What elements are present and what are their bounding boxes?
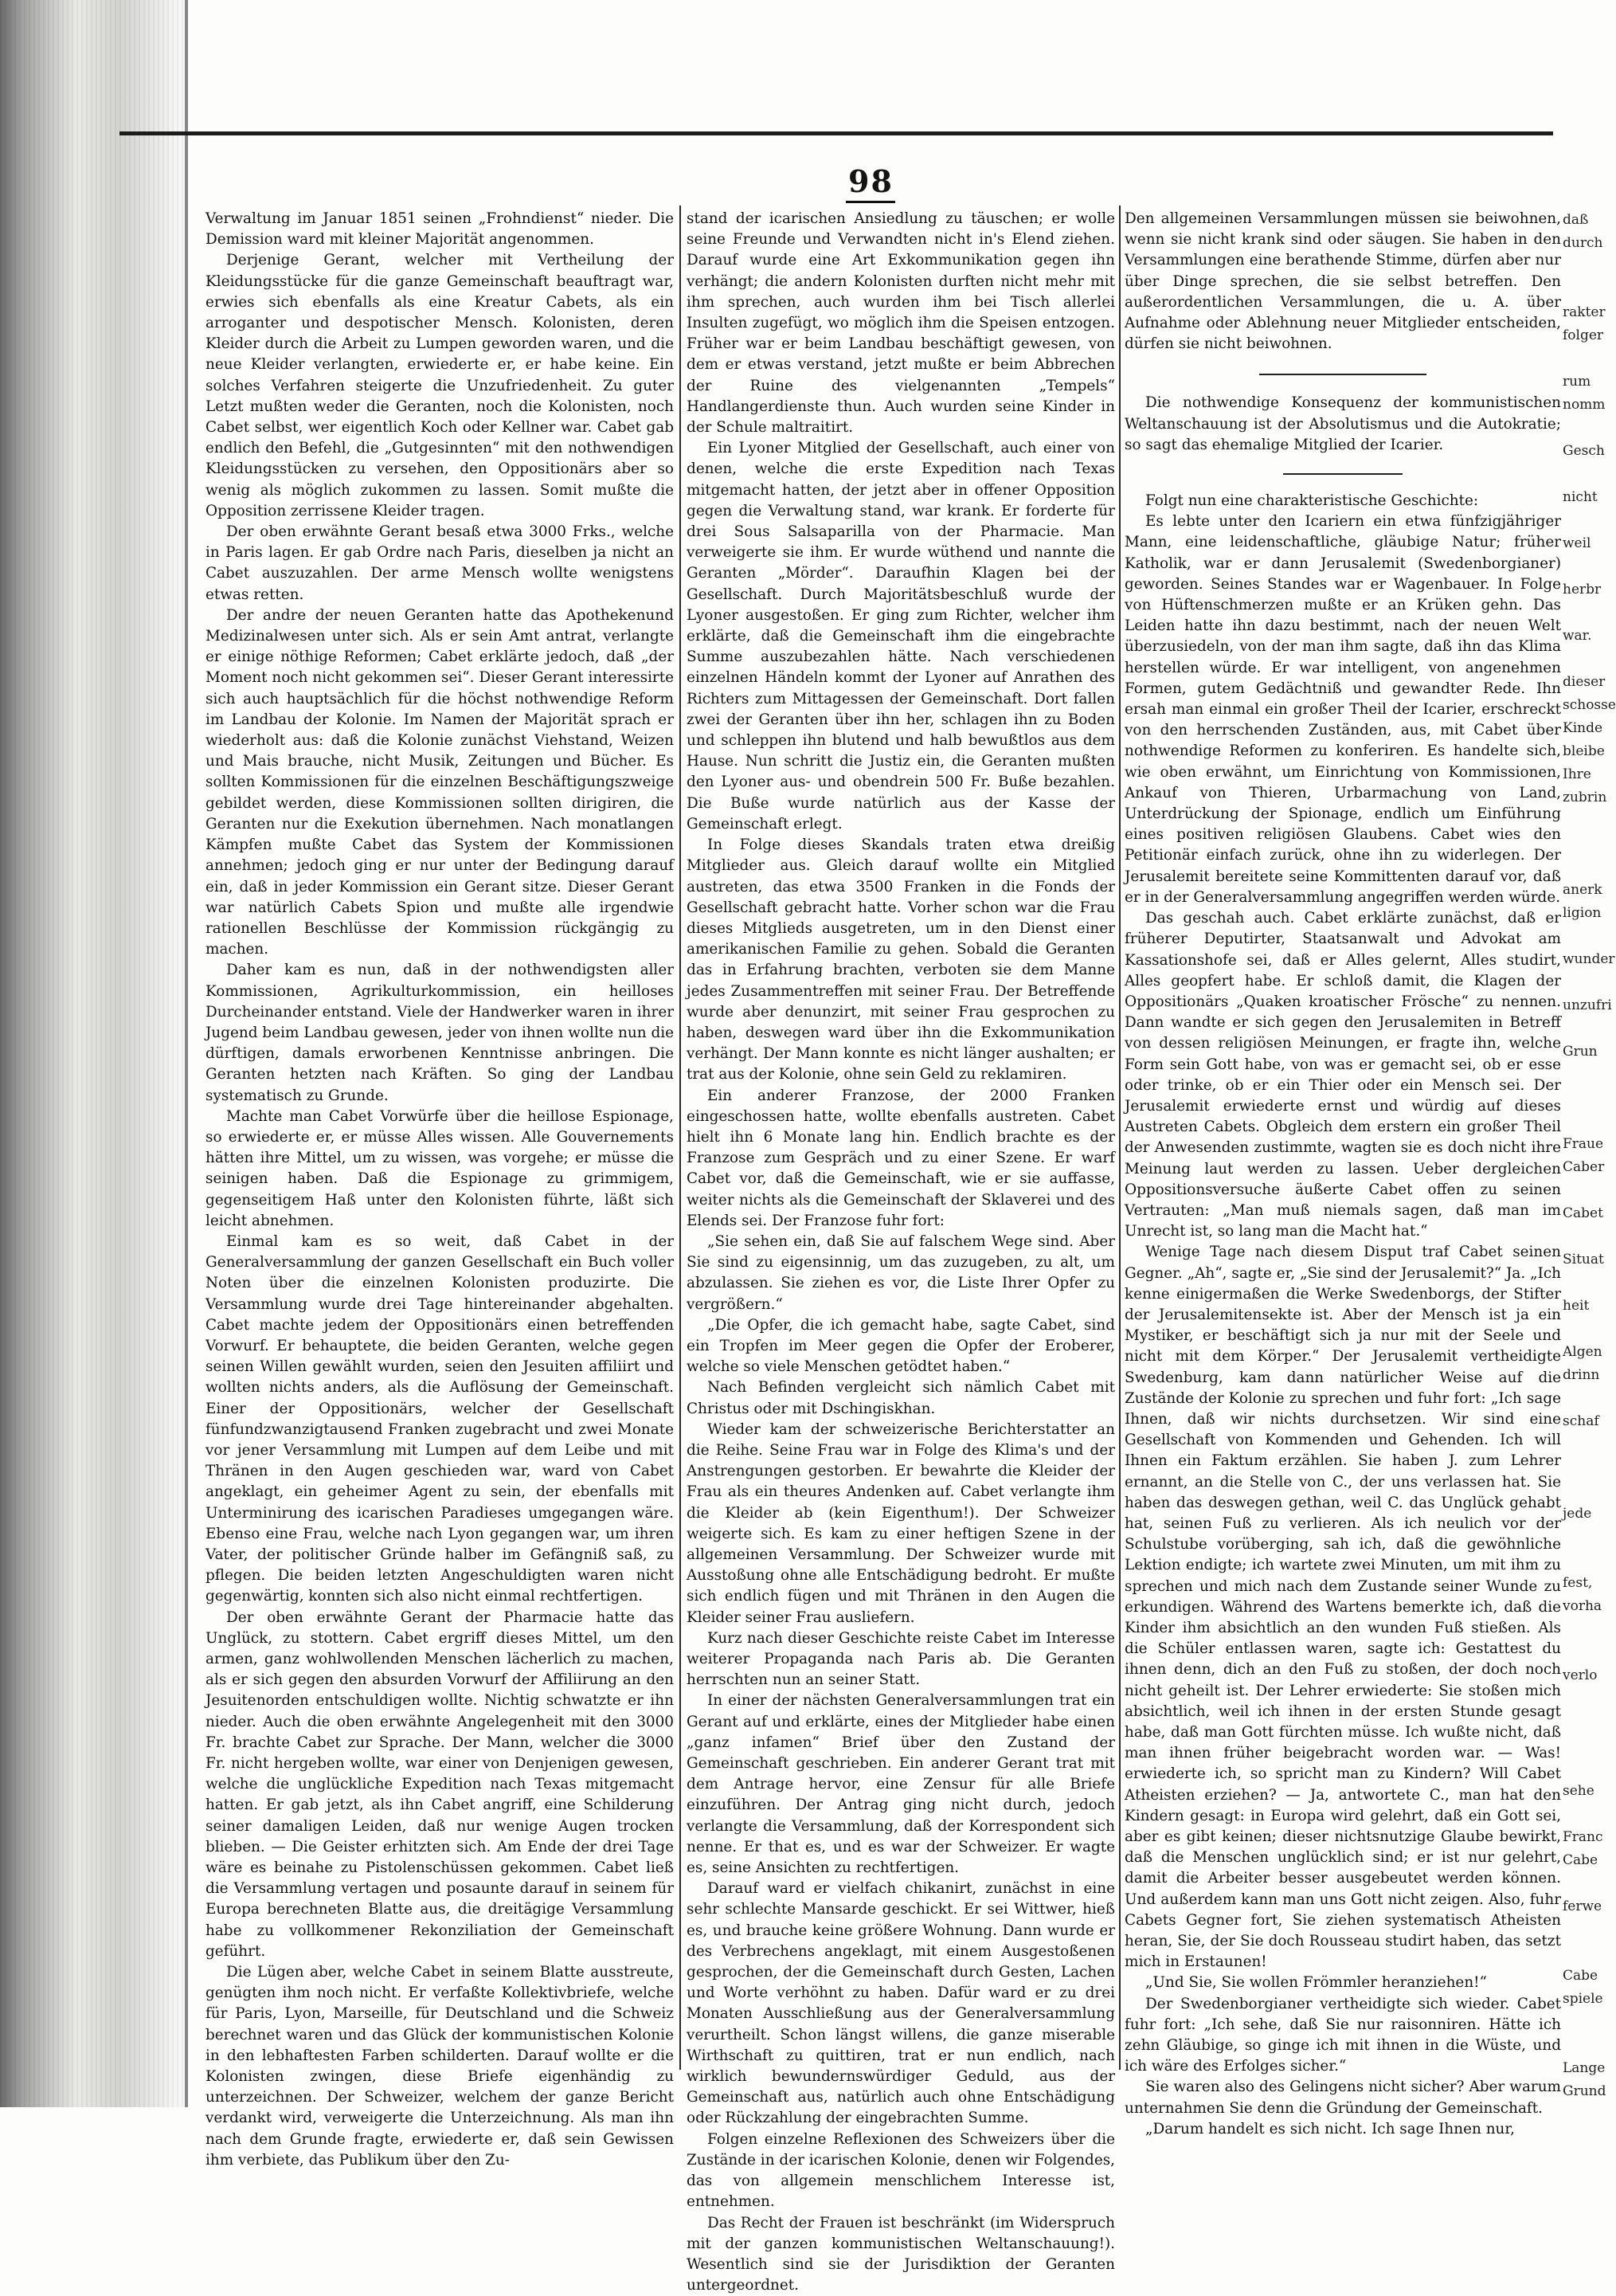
margin-fragment: bleibe (1563, 740, 1593, 763)
scan-fold-shadow (185, 0, 188, 2107)
margin-fragment (1563, 1456, 1593, 1479)
margin-fragment: nomm (1563, 394, 1593, 417)
margin-fragment: ferwe (1563, 1895, 1593, 1918)
margin-fragment (1563, 1064, 1593, 1087)
margin-fragment (1563, 971, 1593, 994)
margin-fragment: drinn (1563, 1364, 1593, 1387)
margin-fragment (1563, 417, 1593, 440)
paragraph: „Und Sie, Sie wollen Frömmler heranziehen!“ (1125, 1973, 1561, 1993)
margin-fragment: folger (1563, 324, 1593, 347)
margin-fragment (1563, 1387, 1593, 1410)
paragraph: Derjenige Gerant, welcher mit Vertheilung der Kleidungsstücke für die ganze Gemeinschaft beauftragt war, erwies sich ebenfalls als eine Kreatur Cabets, als ein arroganter und despotischer Mensch. Kolonisten, deren Kleider durch die Arbeit zu Lumpen geworden waren, und die neue Kleider verlangten, erwiederte er, er habe keine. Ein solches Verfahren steigerte die Unzufriedenheit. Zu guter Letzt mußten weder die Geranten, noch die Kolonisten, noch Cabet selbst, wer eigentlich Koch oder Kellner war. Cabet gab endlich den Befehl, die „Gutgesinnten“ mit den nothwendigen Kleidungsstücken zu versehen, den Oppositionärs aber so wenig als möglich zukommen zu lassen. Somit mußte die Opposition zerrissene Kleider tragen. (205, 250, 674, 522)
paragraph: Der Swedenborgianer vertheidigte sich wieder. Cabet fuhr fort: „Ich sehe, daß Sie nur raisonniren. Hätte ich zehn Gläubige, so ginge ich mit ihnen in die Wüste, und ich wäre des Erfolges sicher.“ (1125, 1994, 1561, 2078)
margin-fragment (1563, 1433, 1593, 1456)
margin-fragment (1563, 2011, 1593, 2034)
margin-fragment (1563, 1526, 1593, 1549)
paragraph: Sie waren also des Gelingens nicht sicher? Aber warum unternahmen Sie denn die Gründung der Gemeinschaft. (1125, 2077, 1561, 2118)
margin-fragment (1563, 648, 1593, 671)
margin-fragment (1563, 1872, 1593, 1895)
margin-fragment (1563, 1318, 1593, 1341)
margin-fragment: wunder (1563, 948, 1593, 971)
paragraph: Machte man Cabet Vorwürfe über die heillose Espionage, so erwiederte er, er müsse Alles wissen. Alle Gouvernements hätten ihre Mittel, um zu wissen, was vorgehe; er müsse die seinigen haben. Daß die Espionage zu grimmigem, gegenseitigem Haß unter den Kolonisten führte, läßt sich leicht abnehmen. (205, 1107, 674, 1232)
paragraph: Verwaltung im Januar 1851 seinen „Frohndienst“ nieder. Die Demission ward mit kleiner Majorität angenommen. (205, 209, 674, 250)
margin-fragment (1563, 1549, 1593, 1572)
margin-fragment (1563, 1017, 1593, 1040)
margin-fragment: dieser (1563, 671, 1593, 694)
paragraph: Ein Lyoner Mitglied der Gesellschaft, auch einer von denen, welche die erste Expedition nach Texas mitgemacht hatten, der jetzt aber in offener Opposition gegen die Verwaltung stand, war krank. Er forderte für drei Sous Salsaparilla von der Pharmacie. Man verweigerte sie ihm. Er wurde wüthend und nannte die Geranten „Mörder“. Daraufhin Klagen bei der Gesellschaft. Durch Majoritätsbeschluß wurde der Lyoner ausgestoßen. Er ging zum Richter, welcher ihm erklärte, daß die Gemeinschaft ihm die eingebrachte Summe auszubezahlen hätte. Nach verschiedenen einzelnen Händeln kommt der Lyoner auf Anrathen des Richters zum Mittagessen der Gemeinschaft. Dort fallen zwei der Geranten über ihn her, schlagen ihn zu Boden und schleppen ihn blutend und halb bewußtlos aus dem Hause. Nun schritt die Justiz ein, die Geranten mußten den Lyoner aus- und obendrein 500 Fr. Buße bezahlen. Die Buße wurde natürlich aus der Kasse der Gemeinschaft erlegt. (687, 438, 1115, 835)
paragraph: Das geschah auch. Cabet erklärte zunächst, daß er früherer Deputirter, Staatsanwalt und Advokat am Kassationshofe sei, daß er Alles gelernt, Alles studirt, Alles geopfert habe. Er schloß damit, die Klagen der Oppositionärs „Quaken kroatischer Frösche“ zu nennen. Dann wandte er sich gegen den Jerusalemiten in Betreff von dessen religiösen Meinungen, er fragte ihn, welche Form sein Gott habe, von was er gemacht sei, ob er esse oder trinke, ob er ein Thier oder ein Mensch sei. Der Jerusalemit erwiederte ernst und würdig auf dieses Austreten Cabets. Obgleich dem erstern ein großer Theil der Anwesenden zustimmte, wagten sie es doch nicht ihre Meinung laut werden zu lassen. Ueber dergleichen Oppositionsversuche äußerte Cabet offen zu seinen Vertrauten: „Man muß niemals sagen, daß man im Unrecht ist, so lang man die Macht hat.“ (1125, 908, 1561, 1242)
paragraph: Kurz nach dieser Geschichte reiste Cabet im Interesse weiterer Propaganda nach Paris ab. Die Geranten herrschten nun an seiner Statt. (687, 1628, 1115, 1691)
margin-fragment (1563, 1734, 1593, 1757)
margin-fragment (1563, 1179, 1593, 1202)
margin-fragment (1563, 1271, 1593, 1295)
paragraph: „Darum handelt es sich nicht. Ich sage Ihnen nur, (1125, 2119, 1561, 2140)
margin-fragment: Fraue (1563, 1133, 1593, 1156)
margin-fragment (1563, 1479, 1593, 1503)
paragraph: Den allgemeinen Versammlungen müssen sie beiwohnen, wenn sie nicht krank sind oder säugen. Sie haben in den Versammlungen eine berathende Stimme, dürfen aber nur über Dinge sprechen, die sie selbst betreffen. Den außerordentlichen Versammlungen, die u. A. über Aufnahme oder Ablehnung neuer Mitglieder entscheiden, dürfen sie nicht beiwohnen. (1125, 209, 1561, 355)
paragraph: Ein anderer Franzose, der 2000 Franken eingeschossen hatte, wollte ebenfalls austreten. Cabet hielt ihn 6 Monate lang hin. Endlich brachte es der Franzose zum Gespräch und zu einer Szene. Er warf Cabet vor, daß die Gemeinschaft, wie er sie auffasse, weiter nichts als die Gemeinschaft der Sklaverei und des Elends sei. Der Franzose fuhr fort: (687, 1086, 1115, 1232)
paragraph: Der oben erwähnte Gerant der Pharmacie hatte das Unglück, zu stottern. Cabet ergriff dieses Mittel, um den armen, ganz wohlwollenden Menschen lächerlich zu machen, als er sich gegen den absurden Vorwurf der Affiliirung an den Jesuitenorden entschuldigen wollte. Nichtig schwatzte er ihn nieder. Auch die oben erwähnte Angelegenheit mit den 3000 Fr. brachte Cabet zur Sprache. Der Mann, welcher die 3000 Fr. nicht hergeben wollte, war einer von Denjenigen gewesen, welche die unglückliche Expedition nach Texas mitgemacht hatten. Er gab jetzt, als ihn Cabet angriff, eine Schilderung seiner damaligen Leiden, daß nur wenige Augen trocken blieben. — Die Geister erhitzten sich. Am Ende der drei Tage wäre es beinahe zu Pistolenschüssen gekommen. Cabet ließ die Versammlung vertagen und posaunte darauf in seinem für Europa berechneten Blatte aus, die dreitägige Versammlung habe zu vollkommener Rekonziliation der Gemeinschaft geführt. (205, 1608, 674, 1962)
scan-binding-edge (0, 0, 191, 2107)
margin-fragment: unzufri (1563, 994, 1593, 1017)
margin-fragment (1563, 1110, 1593, 1133)
margin-fragment: Franc (1563, 1826, 1593, 1849)
paragraph: Daher kam es nun, daß in der nothwendigsten aller Kommissionen, Agrikulturkommission, ein heilloses Durcheinander entstand. Viele der Handwerker waren in ihrer Jugend beim Landbau gewesen, jeder von ihnen wollte nun die dürftigen, damals erworbenen Kenntnisse anbringen. Die Geranten hetzten nach Kräften. So ging der Landbau systematisch zu Grunde. (205, 960, 674, 1106)
paragraph: In einer der nächsten Generalversammlungen trat ein Gerant auf und erklärte, eines der Mitglieder habe einen „ganz infamen“ Brief über den Zustand der Gemeinschaft geschrieben. Ein anderer Gerant trat mit dem Antrage hervor, eine Zensur für alle Briefe einzuführen. Der Antrag ging nicht durch, jedoch verlangte die Versammlung, daß der Korrespondent sich nenne. Er that es, und es war der Schweizer. Er wagte es, seine Ansichten zu rechtfertigen. (687, 1691, 1115, 1879)
paragraph: Darauf ward er vielfach chikanirt, zunächst in eine sehr schlechte Mansarde geschickt. Er sei Wittwer, hieß es, und brauche keine größere Wohnung. Dann wurde er des Verbrechens angeklagt, mit einem Ausgestoßenen gesprochen, der die Gemeinschaft durch Gesten, Lachen und Worte verhöhnt zu haben. Dafür ward er zu drei Monaten Ausschließung aus der Generalversammlung verurtheilt. Schon längst willens, die ganze miserable Wirthschaft zu quittiren, trat er nun endlich, nach wirklich bewundernswürdiger Geduld, aus der Gemeinschaft aus, natürlich auch ohne Entschädigung oder Rückzahlung der eingebrachten Summe. (687, 1879, 1115, 2129)
margin-fragment (1563, 555, 1593, 578)
margin-fragment: durch (1563, 232, 1593, 255)
paragraph: Folgen einzelne Reflexionen des Schweizers über die Zustände in der icarischen Kolonie, denen wir Folgendes, das von allgemein menschlichem Interesse ist, entnehmen. (687, 2129, 1115, 2213)
paragraph: Der oben erwähnte Gerant besaß etwa 3000 Frks., welche in Paris lagen. Er gab Ordre nach Paris, dieselben ja nicht an Cabet auszuzahlen. Der arme Mensch wollte wenigstens etwas retten. (205, 522, 674, 605)
margin-fragment: rum (1563, 370, 1593, 394)
margin-fragment: jede (1563, 1503, 1593, 1526)
margin-fragment (1563, 255, 1593, 278)
margin-fragment: rakter (1563, 301, 1593, 324)
margin-fragment: fest, (1563, 1572, 1593, 1595)
margin-fragment: Ihre (1563, 763, 1593, 786)
margin-fragment (1563, 509, 1593, 532)
margin-fragment (1563, 1803, 1593, 1826)
conclusion-paragraph: Die nothwendige Konsequenz der kommunistischen Weltanschauung ist der Absolutismus und die Autokratie; so sagt das ehemalige Mitglied der Icarier. (1125, 393, 1561, 456)
margin-fragment: Grun (1563, 1040, 1593, 1064)
margin-fragment: schaf (1563, 1410, 1593, 1433)
margin-fragment (1563, 347, 1593, 370)
paragraph: „Die Opfer, die ich gemacht habe, sagte Cabet, sind ein Tropfen im Meer gegen die Opfer der Eroberer, welche so viele Menschen getödtet haben.“ (687, 1315, 1115, 1378)
paragraph: Nach Befinden vergleicht sich nämlich Cabet mit Christus oder mit Dschingiskhan. (687, 1377, 1115, 1419)
margin-fragment (1563, 2034, 1593, 2057)
margin-fragment: schosse (1563, 694, 1593, 717)
header-rule (119, 131, 1553, 135)
margin-fragment: Gesch (1563, 440, 1593, 463)
margin-fragment (1563, 1918, 1593, 1941)
margin-fragment: Algen (1563, 1341, 1593, 1364)
margin-fragment (1563, 1710, 1593, 1734)
margin-fragment: herbr (1563, 578, 1593, 601)
paragraph: Es lebte unter den Icariern ein etwa fünfzigjähriger Mann, eine leidenschaftliche, gläubige Natur; früher Katholik, war er dann Jerusalemit (Swedenborgianer) geworden. Seines Standes war er Wagenbauer. In Folge von Hüftenschmerzen mußte er an Krüken gehn. Das Leiden hatte ihn dazu bestimmt, nach der neuen Welt überzusiedeln, von der man ihm sagte, daß ihn das Klima herstellen würde. Er war intelligent, von angenehmen Formen, gutem Gedächtniß und gewandter Rede. Ihn ersah man einmal ein großer Theil der Icarier, erschreckt von den herrschenden Zuständen, aus, mit Cabet über nothwendige Reformen zu konferiren. Es handelte sich, wie oben erwähnt, um Einrichtung von Kommissionen, Ankauf von Thieren, Urbarmachung von Land, Unterdrückung der Spionage, endlich um Einführung eines positiven religiösen Glaubens. Cabet wies den Petitionär einfach zurück, ohne ihn zu widerlegen. Der Jerusalemit bereitete seine Kommittenten darauf vor, daß er in der Generalversammlung angegriffen werden würde. (1125, 511, 1561, 908)
margin-fragment: zubrin (1563, 786, 1593, 809)
margin-fragment (1563, 1941, 1593, 1965)
margin-fragment: Situat (1563, 1248, 1593, 1271)
margin-fragment (1563, 278, 1593, 301)
column-rule-2 (1119, 206, 1121, 2070)
section-divider (1283, 473, 1403, 475)
margin-fragment (1563, 833, 1593, 856)
page-number-underline (846, 201, 895, 203)
margin-fragment: Caber (1563, 1156, 1593, 1179)
margin-fragment (1563, 1618, 1593, 1641)
paragraph: Der andre der neuen Geranten hatte das Apothekenund Medizinalwesen unter sich. Als er sein Amt antrat, verlangte er einige nöthige Reformen; Cabet erklärte jedoch, daß „der Moment noch nicht gekommen sei“. Dieser Gerant interessirte sich auch hauptsächlich für die höchst nothwendige Reform im Landbau der Kolonie. Im Namen der Majorität sprach er wiederholt aus: daß die Kolonie zunächst Viehstand, Weizen und Mais brauche, nicht Musik, Zeitungen und Bücher. Es sollten Kommissionen für die einzelnen Beschäftigungszweige gebildet werden, diese Kommissionen sollten dirigiren, die Geranten nur die Exekution übernehmen. Nach monatlangen Kämpfen mußte Cabet das System der Kommissionen annehmen; jedoch ging er nur unter der Bedingung darauf ein, daß in jeder Kommission ein Gerant sitze. Dieser Gerant war natürlich Cabets Spion und mußte alle irgendwie rationellen Beschlüsse der Kommission rückgängig zu machen. (205, 605, 674, 960)
page-number: 98 (848, 163, 894, 199)
margin-fragment: Cabet (1563, 1202, 1593, 1225)
paragraph: Wieder kam der schweizerische Berichterstatter an die Reihe. Seine Frau war in Folge des Klima's und der Anstrengungen gestorben. Er bewahrte die Kleider der Frau als ein theures Andenken auf. Cabet verlangte ihm die Kleider ab (kein Eigenthum!). Der Schweizer weigerte sich. Es kam zu einer heftigen Szene in der allgemeinen Versammlung. Der Schweizer wurde mit Ausstoßung ohne alle Entschädigung bedroht. Er mußte sich endlich fügen und mit Thränen in den Augen die Kleider seiner Frau ausliefern. (687, 1420, 1115, 1628)
column-rule-1 (679, 206, 681, 2070)
margin-fragment: weil (1563, 532, 1593, 555)
adjacent-page-margin-fragments (1563, 209, 1593, 2065)
margin-fragment: spiele (1563, 1988, 1593, 2011)
margin-fragment: Kinde (1563, 717, 1593, 740)
paragraph: „Sie sehen ein, daß Sie auf falschem Wege sind. Aber Sie sind zu eigensinnig, um das zuzugeben, zu alt, um abzulassen. Sie ziehen es vor, die Liste Ihrer Opfer zu vergrößern.“ (687, 1232, 1115, 1315)
margin-fragment: Lange (1563, 2057, 1593, 2080)
margin-fragment: Cabe (1563, 1849, 1593, 1872)
margin-fragment: ligion (1563, 902, 1593, 925)
text-column-1 (205, 209, 674, 2065)
margin-fragment (1563, 1687, 1593, 1710)
margin-fragment (1563, 856, 1593, 879)
margin-fragment: war. (1563, 625, 1593, 648)
text-column-3 (1125, 209, 1561, 2065)
paragraph: Wenige Tage nach diesem Disput traf Cabet seinen Gegner. „Ah“, sagte er, „Sie sind der Jerusalemit?“ Ja. „Ich kenne einigermaßen die Werke Swedenborgs, der Stifter der Jerusalemitensekte ist. Aber der Mensch ist ja ein Mystiker, er beschäftigt sich ja nur mit der Seele und nicht mit dem Körper.“ Der Jerusalemit vertheidigte Swedenburg, kam dann natürlicher Weise auf die Zustände der Kolonie zu sprechen und fuhr fort: „Ich sage Ihnen, daß wir nichts durchsetzen. Wir sind eine Gesellschaft von Kommenden und Gehenden. Ich will Ihnen ein Faktum erzählen. Sie haben J. zum Lehrer ernannt, an die Stelle von C., der uns verlassen hat. Sie haben das deswegen gethan, weil C. das Unglück gehabt hat, seinen Fuß zu verlieren. Als ich neulich vor der Schulstube vorüberging, sah ich, daß die gewöhnliche Lektion endigte; ich wartete zwei Minuten, um mit ihm zu sprechen und mich nach dem Zustande seiner Wunde zu erkundigen. Während des Wartens bemerkte ich, daß die Kinder ihm absichtlich an den wunden Fuß stießen. Als die Schüler entlassen waren, sagte ich: Gestattest du ihnen denn, dich an den Fuß zu stoßen, der doch noch nicht geheilt ist. Der Lehrer erwiederte: Sie stoßen mich absichtlich, weil ich ihnen in der ersten Stunde gesagt habe, daß man Gott fürchten müsse. Ich wußte nicht, daß man ihnen früher beigebracht worden war. — Was! erwiederte ich, so spricht man zu Kindern? Will Cabet Atheisten erziehen? — Ja, antwortete C., man hat den Kindern gesagt: in Europa wird gelehrt, daß ein Gott sei, aber es gibt keinen; dieser nichtsnutzige Glaube bewirkt, daß die Menschen unglücklich sind; er ist nur gelehrt, damit die Arbeiter besser ausgebeutet werden können. Und außerdem kann man uns Gott nicht zeigen. Also, fuhr Cabets Gegner fort, Sie ziehen systematisch Atheisten heran, Sie, der Sie doch Rousseau studirt haben, das setzt mich in Erstaunen! (1125, 1242, 1561, 1973)
text-column-2 (687, 209, 1115, 2065)
paragraph: In Folge dieses Skandals traten etwa dreißig Mitglieder aus. Gleich darauf wollte ein Mitglied austreten, das etwa 3500 Franken in die Fonds der Gesellschaft gebracht hatte. Vorher schon war die Frau dieses Mitglieds ausgetreten, um in den Dienst einer amerikanischen Familie zu gehen. Sobald die Geranten das in Erfahrung brachten, verboten sie dem Manne jedes Zusammentreffen mit seiner Frau. Der Betreffende wurde aber denunzirt, mit seiner Frau gesprochen zu haben, deswegen ward über ihn die Exkommunikation verhängt. Der Mann konnte es nicht länger aushalten; er trat aus der Kolonie, ohne sein Geld zu reklamiren. (687, 835, 1115, 1085)
margin-fragment (1563, 925, 1593, 948)
margin-fragment (1563, 809, 1593, 833)
paragraph: Die Lügen aber, welche Cabet in seinem Blatte ausstreute, genügten ihm noch nicht. Er verfaßte Kollektivbriefe, welche für Paris, Lyon, Marseille, für Deutschland und die Schweiz berechnet waren und das Glück der kommunistischen Kolonie in den lebhaftesten Farben schilderten. Darauf wollte er die Kolonisten zwingen, diese Briefe eigenhändig zu unterzeichnen. Der Schweizer, welchem der ganze Bericht verdankt wird, verweigerte die Unterzeichnung. Als man ihn nach dem Grunde fragte, erwiederte er, daß sein Gewissen ihm verbiete, das Publikum über den Zu- (205, 1962, 674, 2171)
margin-fragment (1563, 1757, 1593, 1780)
margin-fragment (1563, 463, 1593, 486)
margin-fragment (1563, 1641, 1593, 1664)
margin-fragment: daß (1563, 209, 1593, 232)
section-divider (1259, 374, 1426, 375)
margin-fragment: verlo (1563, 1664, 1593, 1687)
margin-fragment: nicht (1563, 486, 1593, 509)
margin-fragment: vorha (1563, 1595, 1593, 1618)
paragraph: Das Recht der Frauen ist beschränkt (im Widerspruch mit der ganzen kommunistischen Weltanschauung!). Wesentlich sind sie der Jurisdiktion der Geranten untergeordnet. (687, 2213, 1115, 2296)
margin-fragment: anerk (1563, 879, 1593, 902)
margin-fragment (1563, 1225, 1593, 1248)
margin-fragment: Grund (1563, 2080, 1593, 2103)
margin-fragment: Cabe (1563, 1965, 1593, 1988)
margin-fragment (1563, 1087, 1593, 1110)
margin-fragment: heit (1563, 1295, 1593, 1318)
margin-fragment: sehe (1563, 1780, 1593, 1803)
paragraph: Einmal kam es so weit, daß Cabet in der Generalversammlung der ganzen Gesellschaft ein Buch voller Noten über die einzelnen Kolonisten produzirte. Die Versammlung wurde drei Tage hintereinander abgehalten. Cabet machte jedem der Oppositionärs einen betreffenden Vorwurf. Er behauptete, die beiden Geranten, welche gegen seinen Willen gewählt wurden, seien den Jesuiten affiliirt und wollten nichts anders, als die Auflösung der Gemeinschaft. Einer der Oppositionärs, welcher der Gesellschaft fünfundzwanzigtausend Franken zugebracht und zwei Monate vor jener Versammlung mit Lumpen auf dem Leibe und mit Thränen in den Augen geschieden war, ward von Cabet angeklagt, ein geheimer Agent zu sein, der ebenfalls mit Unterminirung des icarischen Paradieses umgegangen wäre. Ebenso eine Frau, welche nach Lyon gegangen war, um ihren Vater, der politischer Gründe halber im Gefängniß saß, zu pflegen. Die beiden letzten Angeschuldigten waren nicht gegenwärtig, konnten sich also nicht einmal rechtfertigen. (205, 1232, 674, 1608)
paragraph: Folgt nun eine charakteristische Geschichte: (1125, 491, 1561, 511)
margin-fragment (1563, 601, 1593, 625)
paragraph: stand der icarischen Ansiedlung zu täuschen; er wolle seine Freunde und Verwandten nicht in's Elend ziehen. Darauf wurde eine Art Exkommunikation gegen ihn verhängt; die andern Kolonisten durften nicht mehr mit ihm sprechen, auch wurden ihm bei Tisch allerlei Insulten zugefügt, wo möglich ihm die Speisen entzogen. Früher war er beim Landbau beschäftigt gewesen, von dem er etwas verstand, jetzt mußte er beim Abbrechen der Ruine des vielgenannten „Tempels“ Handlangerdienste thun. Auch wurden seine Kinder in der Schule maltraitirt. (687, 209, 1115, 438)
